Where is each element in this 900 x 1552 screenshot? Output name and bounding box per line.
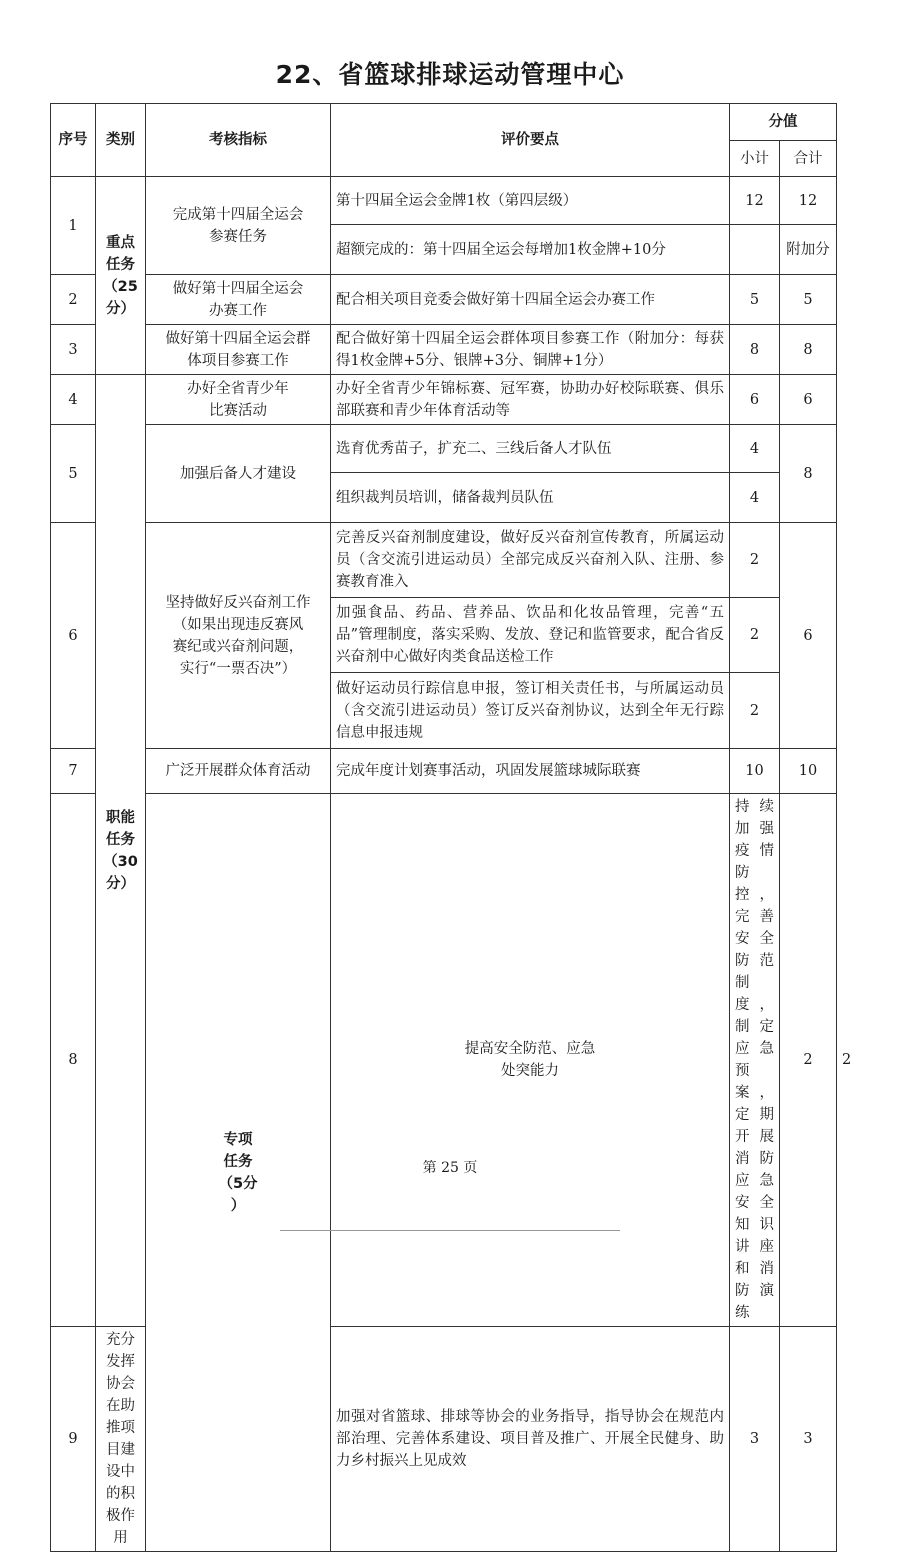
indicator-cell <box>146 275 331 325</box>
category-key-tasks <box>96 177 146 375</box>
row-seq: 5 <box>51 425 96 523</box>
subtotal-cell <box>730 225 780 275</box>
header-seq: 序号 <box>51 104 96 177</box>
indicator-text: 办赛工作 <box>209 302 267 319</box>
header-category: 类别 <box>96 104 146 177</box>
subtotal-cell: 12 <box>730 177 780 225</box>
evaluation-point: 完成年度计划赛事活动，巩固发展篮球城际联赛 <box>331 749 730 794</box>
indicator-text: 提高安全防范、应急 <box>464 1041 596 1057</box>
subtotal-cell: 10 <box>730 749 780 794</box>
subtotal-cell: 4 <box>730 473 780 523</box>
category-text: ） <box>230 1197 246 1214</box>
subtotal-cell: 2 <box>730 673 780 749</box>
indicator-cell <box>96 1327 146 1552</box>
indicator-text: 充分发挥协会在助推项 <box>106 1332 135 1436</box>
total-cell: 5 <box>780 275 837 325</box>
indicator-text: 做好第十四届全运会群 <box>165 330 311 347</box>
row-seq: 7 <box>51 749 96 794</box>
category-functional-tasks <box>96 375 146 1327</box>
indicator-cell <box>146 177 331 275</box>
subtotal-cell: 3 <box>730 1327 780 1552</box>
evaluation-point: 配合做好第十四届全运会群体项目参赛工作（附加分：每获得1枚金牌+5分、银牌+3分、铜牌+1分） <box>331 325 730 375</box>
evaluation-point: 选育优秀苗子，扩充二、三线后备人才队伍 <box>331 425 730 473</box>
indicator-text: 办好全省青少年 <box>187 380 289 397</box>
subtotal-cell: 5 <box>730 275 780 325</box>
row-seq: 8 <box>51 794 96 1327</box>
indicator-cell <box>146 325 331 375</box>
total-cell: 6 <box>780 375 837 425</box>
evaluation-point: 持续加强疫情防控，完善安全防范制度，制定应急预案，定期开展消防应急安全知识讲座和消防演练 <box>730 794 780 1327</box>
category-text: 分） <box>106 875 135 892</box>
subtotal-cell: 2 <box>730 523 780 598</box>
row-seq: 2 <box>51 275 96 325</box>
category-text: 任务 <box>223 1153 253 1170</box>
category-text: 任务 <box>106 831 135 848</box>
indicator-cell: 广泛开展群众体育活动 <box>146 749 331 794</box>
total-cell: 6 <box>780 523 837 749</box>
category-text: （30 <box>103 853 138 870</box>
header-indicator: 考核指标 <box>146 104 331 177</box>
indicator-cell <box>146 375 331 425</box>
header-score: 分值 <box>730 104 837 141</box>
total-cell: 3 <box>780 1327 837 1552</box>
evaluation-point: 办好全省青少年锦标赛、冠军赛，协助办好校际联赛、俱乐部联赛和青少年体育活动等 <box>331 375 730 425</box>
page-title: 22、省篮球排球运动管理中心 <box>275 60 625 89</box>
indicator-text: 目建设中的积极作用 <box>106 1442 135 1546</box>
subtotal-cell: 8 <box>730 325 780 375</box>
row-seq: 6 <box>51 523 96 749</box>
subtotal-cell: 6 <box>730 375 780 425</box>
row-seq: 3 <box>51 325 96 375</box>
evaluation-point: 完善反兴奋剂制度建设，做好反兴奋剂宣传教育，所属运动员（含交流引进运动员）全部完成反兴奋剂入队、注册、参赛教育准入 <box>331 523 730 598</box>
total-cell: 8 <box>780 425 837 523</box>
page-number: 第 25 页 <box>422 1160 478 1176</box>
indicator-text: 处突能力 <box>501 1063 559 1079</box>
row-seq: 1 <box>51 177 96 275</box>
indicator-cell <box>331 794 730 1327</box>
indicator-cell <box>146 523 331 749</box>
category-text: （25 <box>103 278 138 295</box>
indicator-text: 完成第十四届全运会 <box>172 206 304 223</box>
indicator-text: 参赛任务 <box>209 228 267 245</box>
indicator-text: （如果出现违反赛风 <box>172 616 304 633</box>
evaluation-point: 超额完成的：第十四届全运会每增加1枚金牌+10分 <box>331 225 730 275</box>
category-text: （5分 <box>218 1175 258 1192</box>
header-subtotal: 小计 <box>730 141 780 177</box>
row-seq: 4 <box>51 375 96 425</box>
indicator-text: 比赛活动 <box>209 402 267 419</box>
indicator-text: 实行“一票否决”） <box>179 660 297 677</box>
subtotal-cell: 2 <box>780 794 837 1327</box>
subtotal-cell: 2 <box>730 598 780 673</box>
header-points: 评价要点 <box>331 104 730 177</box>
indicator-cell: 加强后备人才建设 <box>146 425 331 523</box>
indicator-text: 体项目参赛工作 <box>187 352 289 369</box>
header-total: 合计 <box>780 141 837 177</box>
evaluation-point: 配合相关项目竞委会做好第十四届全运会办赛工作 <box>331 275 730 325</box>
row-seq: 9 <box>51 1327 96 1552</box>
indicator-text: 赛纪或兴奋剂问题， <box>172 638 304 655</box>
subtotal-cell: 4 <box>730 425 780 473</box>
scan-edge-divider <box>280 1230 620 1231</box>
assessment-table: 序号 类别 考核指标 评价要点 分值 小计 合计 1 重点 任务 （25 分） 完成第十四届全运会 参赛任务 第十四届全运会金牌1枚（第四层级） 12 12 超额完成的：第十四届全运会每增加1枚金牌+10分 附加分 2 做好第十四届全运会 办赛工作 配合相关项目竞委会做好第十四届全运会办赛工作 5 5 3 做好第十四届全运会群 体项目参赛工作 配合做好第十四届全运会群体项目参赛工作（附加分：每获得1枚金牌+5分、银牌+3分、铜牌+1分） 8 8 4 职能 任务 （30 分） 办好全省青少年 比赛活动 办好全省青少年锦标赛、冠军赛，协助办好校际联赛、俱乐部联赛和青少年体育活动等 6 6 5 加强后备人才建设 选育优秀苗子，扩充二、三线后备人才队伍 4 8 组织裁判员培训，储备裁判员队伍 4 6 坚持做好反兴奋剂工作 （如果出现违反赛风 赛纪或兴奋剂问题， 实行“一票否决”） 完善反兴奋剂制度建设，做好反兴奋剂宣传教育，所属运动员（含交流引进运动员）全部完成反兴奋剂入队、注册、参赛教育准入 2 6 加强食品、药品、营养品、饮品和化妆品管理，完善“五品”管理制度，落实采购、发放、登记和监管要求，配合省反兴奋剂中心做好肉类食品送检工作 2 做好运动员行踪信息申报，签订相关责任书，与所属运动员（含交流引进运动员）签订反兴奋剂协议，达到全年无行踪信息申报违规 2 7 广泛开展群众体育活动 完成年度计划赛事活动，巩固发展篮球城际联赛 10 10 8 专项 任务 （5分 ） 提高安全防范、应急 处突能力 持续加强疫情防控，完善安全防范制度，制定应急预案，定期开展消防应急安全知识讲座和消防演练 2 2 9 充分发挥协会在助推项 目建设中的积极作用 加强对省篮球、排球等协会的业务指导，指导协会在规范内部治理、完善体系建设、项目普及推广、开展全民健身、助力乡村振兴上见成效 3 3 <box>50 103 837 1552</box>
category-text: 任务 <box>106 256 135 273</box>
total-cell: 10 <box>780 749 837 794</box>
category-text: 专项 <box>223 1131 253 1148</box>
evaluation-point: 加强食品、药品、营养品、饮品和化妆品管理，完善“五品”管理制度，落实采购、发放、登记和监管要求，配合省反兴奋剂中心做好肉类食品送检工作 <box>331 598 730 673</box>
extra-points-cell: 附加分 <box>780 225 837 275</box>
evaluation-point: 加强对省篮球、排球等协会的业务指导，指导协会在规范内部治理、完善体系建设、项目普及推广、开展全民健身、助力乡村振兴上见成效 <box>331 1327 730 1552</box>
evaluation-point: 组织裁判员培训，储备裁判员队伍 <box>331 473 730 523</box>
total-cell: 12 <box>780 177 837 225</box>
indicator-text: 坚持做好反兴奋剂工作 <box>165 594 311 611</box>
total-cell: 8 <box>780 325 837 375</box>
evaluation-point: 第十四届全运会金牌1枚（第四层级） <box>331 177 730 225</box>
evaluation-point: 做好运动员行踪信息申报，签订相关责任书，与所属运动员（含交流引进运动员）签订反兴奋剂协议，达到全年无行踪信息申报违规 <box>331 673 730 749</box>
category-text: 分） <box>106 300 135 317</box>
category-text: 重点 <box>106 234 135 251</box>
indicator-text: 做好第十四届全运会 <box>172 280 304 297</box>
category-text: 职能 <box>106 809 135 826</box>
